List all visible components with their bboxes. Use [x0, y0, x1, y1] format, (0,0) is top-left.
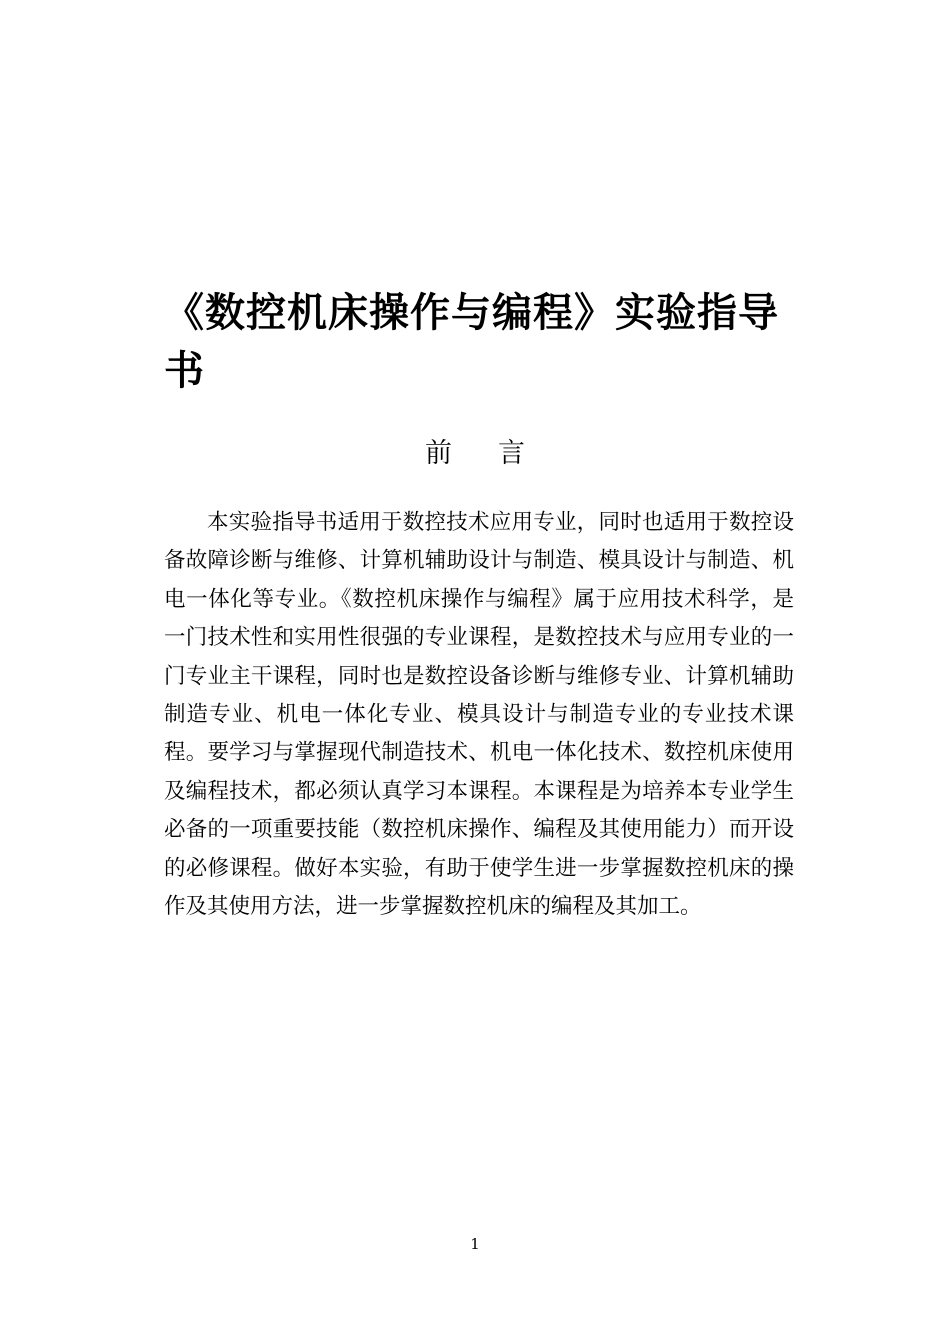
section-heading-preface: 前言	[425, 438, 571, 469]
page-number: 1	[470, 1235, 480, 1253]
document-title: 《数控机床操作与编程》实验指导书	[164, 290, 779, 394]
preface-paragraph: 本实验指导书适用于数控技术应用专业，同时也适用于数控设备故障诊断与维修、计算机辅助设计与制造、模具设计与制造、机电一体化等专业。《数控机床操作与编程》属于应用技术科学，是一门技术性和实用性很强的专业课程，是数控技术与应用专业的一门专业主干课程，同时也是数控设备诊断与维修专业、计算机辅助制造专业、机电一体化专业、模具设计与制造专业的专业技术课程。要学习与掌握现代制造技术、机电一体化技术、数控机床使用及编程技术，都必须认真学习本课程。本课程是为培养本专业学生必备的一项重要技能（数控机床操作、编程及其使用能力）而开设的必修课程。做好本实验，有助于使学生进一步掌握数控机床的操作及其使用方法，进一步掌握数控机床的编程及其加工。	[164, 510, 794, 920]
